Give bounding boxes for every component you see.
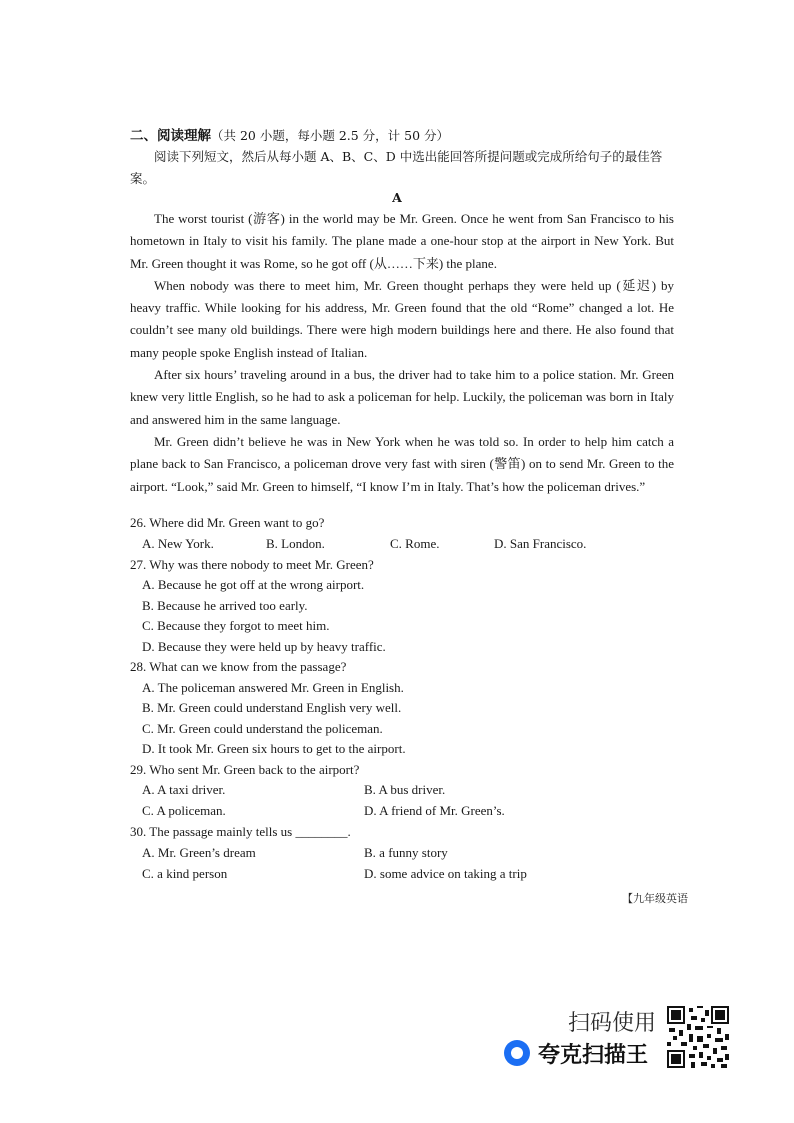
option-28-d: D. It took Mr. Green six hours to get to the airport. (142, 741, 406, 756)
qr-code-icon[interactable] (667, 1006, 729, 1068)
option-27-c: C. Because they forgot to meet him. (142, 618, 330, 633)
option-29-a: A. A taxi driver. (142, 782, 226, 797)
option-29-d: D. A friend of Mr. Green’s. (364, 803, 505, 818)
option-28-a: A. The policeman answered Mr. Green in English. (142, 680, 404, 695)
section-heading: 二、阅读理解 (130, 128, 211, 144)
passage-paragraph: When nobody was there to meet him, Mr. Green thought perhaps they were held up (延迟) by heavy traffic. While looking for his address, Mr. Green found that the old “Rome” changed a lot. He couldn’t see many old buildings. There were high modern buildings here and there. He also found that many people spoke English instead of Italian. (130, 277, 674, 360)
grade-subject-tag: 【九年级英语 (622, 892, 688, 905)
option-27-d: D. Because they were held up by heavy traffic. (142, 639, 386, 654)
scan-to-use-label: 扫码使用 (568, 1011, 657, 1036)
question-29: 29. Who sent Mr. Green back to the airport? (130, 762, 360, 777)
section-title (130, 124, 449, 144)
brand-name: 夸克扫描王 (538, 1042, 649, 1068)
passage-paragraph: After six hours’ traveling around in a bus, the driver had to take him to a police station. Mr. Green knew very little English, so he had to ask a policeman for help. Luckily, the policeman was born in Italy and answered him in the same language. (130, 367, 674, 427)
option-26-c: C. Rome. (390, 536, 440, 551)
question-30: 30. The passage mainly tells us ________. (130, 824, 351, 839)
option-28-b: B. Mr. Green could understand English very well. (142, 700, 402, 715)
option-30-a: A. Mr. Green’s dream (142, 845, 256, 860)
option-29-c: C. A policeman. (142, 803, 226, 818)
scanner-brand (504, 1038, 648, 1068)
option-30-b: B. a funny story (364, 845, 448, 860)
quark-logo-icon (504, 1040, 530, 1066)
option-27-b: B. Because he arrived too early. (142, 598, 308, 613)
section-instructions: 阅读下列短文，然后从每小题 A、B、C、D 中选出能回答所提问题或完成所给句子的最佳答案。 (130, 149, 663, 186)
option-26-a: A. New York. (142, 536, 214, 551)
question-26: 26. Where did Mr. Green want to go? (130, 515, 325, 530)
passage-body (130, 208, 674, 498)
option-30-c: C. a kind person (142, 866, 228, 881)
option-28-c: C. Mr. Green could understand the policeman. (142, 721, 383, 736)
passage-label: A (392, 190, 402, 205)
section-note: （共 20 小题，每小题 2.5 分，计 50 分） (211, 128, 450, 143)
passage-paragraph: The worst tourist (游客) in the world may be Mr. Green. Once he went from San Francisco to his hometown in Italy to visit his family. The plane made a one-hour stop at the airport in New York. But Mr. Green thought it was Rome, so he got off (从……下来) the plane. (130, 211, 674, 271)
option-29-b: B. A bus driver. (364, 782, 446, 797)
option-26-d: D. San Francisco. (494, 536, 587, 551)
passage-paragraph: Mr. Green didn’t believe he was in New York when he was told so. In order to help him catch a plane back to San Francisco, a policeman drove very fast with siren (警笛) on to send Mr. Green to the airport. “Look,” said Mr. Green to himself, “I know I’m in Italy. That’s how the policeman drives.” (130, 433, 674, 494)
option-26-b: B. London. (266, 536, 325, 551)
option-27-a: A. Because he got off at the wrong airport. (142, 577, 365, 592)
question-28: 28. What can we know from the passage? (130, 659, 347, 674)
option-30-d: D. some advice on taking a trip (364, 866, 527, 881)
question-27: 27. Why was there nobody to meet Mr. Green? (130, 557, 374, 572)
